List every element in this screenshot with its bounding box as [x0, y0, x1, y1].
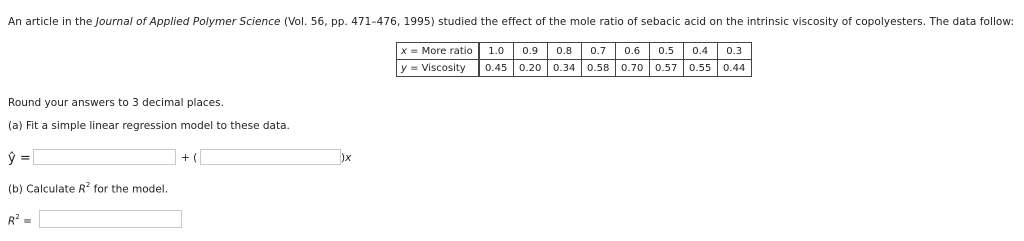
- r-squared-exponent: 2: [85, 181, 91, 189]
- table-cell: 0.57: [649, 60, 683, 77]
- x-row-label: = More ratio: [406, 45, 473, 57]
- y-row-header: [397, 60, 479, 77]
- r-symbol: R: [78, 183, 86, 196]
- journal-name: Journal of Applied Polymer Science: [95, 16, 281, 28]
- x-row-header: [397, 43, 479, 60]
- plus-open-paren: + (: [181, 152, 198, 164]
- table-row-x: [397, 43, 752, 60]
- part-a-prompt: (a) Fit a simple linear regression model to these data.: [8, 120, 290, 132]
- table-cell: 1.0: [479, 43, 514, 60]
- table-cell: 0.4: [683, 43, 717, 60]
- table-cell: 0.5: [649, 43, 683, 60]
- close-paren-x: [341, 152, 351, 164]
- part-b-prompt: [8, 182, 168, 196]
- rounding-instruction: Round your answers to 3 decimal places.: [8, 97, 224, 109]
- part-b-text-1: (b) Calculate: [8, 183, 79, 196]
- r-squared-label: [8, 214, 32, 228]
- intercept-input[interactable]: [33, 149, 176, 165]
- x-var: x: [401, 45, 407, 57]
- table-cell: 0.6: [615, 43, 649, 60]
- y-row-label: = Viscosity: [406, 62, 466, 74]
- table-cell: 0.44: [717, 60, 751, 77]
- table-cell: 0.45: [479, 60, 514, 77]
- r-label-exponent: 2: [15, 213, 20, 221]
- data-table: [396, 42, 752, 77]
- slope-input[interactable]: [200, 149, 341, 165]
- table-cell: 0.34: [547, 60, 581, 77]
- r-squared-input[interactable]: [39, 210, 182, 228]
- intro-text-2: (Vol. 56, pp. 471–476, 1995) studied the effect of the mole ratio of sebacic acid on the intrinsic viscosity of copolyesters. The data follow:: [280, 16, 1015, 28]
- table-cell: 0.7: [581, 43, 615, 60]
- table-cell: 0.20: [513, 60, 547, 77]
- table-cell: 0.70: [615, 60, 649, 77]
- table-cell: 0.8: [547, 43, 581, 60]
- table-cell: 0.55: [683, 60, 717, 77]
- table-cell: 0.9: [513, 43, 547, 60]
- yhat-symbol: ŷ: [8, 151, 16, 166]
- intro-text-1: An article in the: [8, 16, 96, 28]
- r-label-symbol: R: [8, 215, 16, 228]
- x-variable: x: [345, 152, 352, 164]
- yhat-label: [8, 151, 31, 166]
- y-var: y: [401, 62, 407, 74]
- table-cell: 0.3: [717, 43, 751, 60]
- close-paren: ): [341, 152, 346, 164]
- r-label-equals: =: [19, 215, 32, 228]
- problem-statement: [8, 16, 1014, 28]
- table-cell: 0.58: [581, 60, 615, 77]
- table-row-y: [397, 60, 752, 77]
- equals-sign: =: [15, 151, 31, 166]
- part-b-text-2: for the model.: [90, 183, 169, 196]
